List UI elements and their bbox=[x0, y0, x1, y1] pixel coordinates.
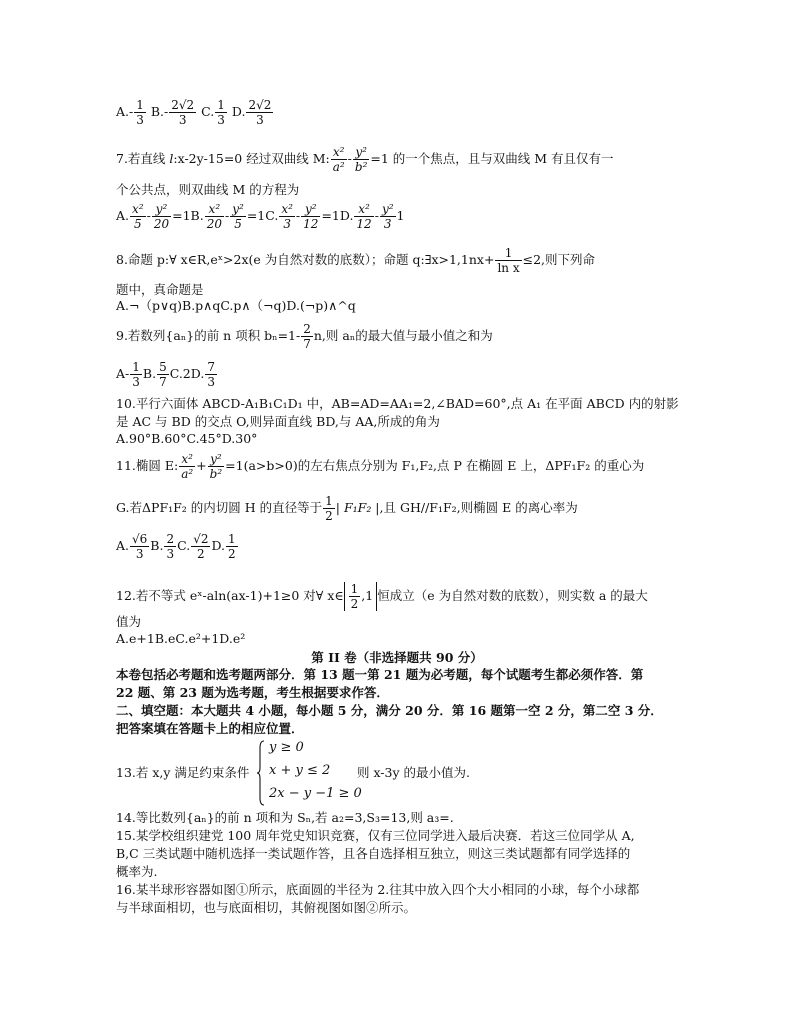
q14-stem: 14.等比数列{aₙ}的前 n 项和为 Sₙ,若 a₂=3,S₃=13,则 a₃=. bbox=[116, 810, 454, 825]
q13-tail: 则 x-3y 的最小值为. bbox=[357, 765, 470, 780]
fraction: $\frac{√6}{3}$ bbox=[132, 532, 148, 561]
constraint-2: x + y ≤ 2 bbox=[269, 763, 331, 778]
fraction: $\frac{\text{y²}}{20}$ bbox=[153, 202, 170, 231]
q12-options: A.e+1B.eC.e²+1D.e² bbox=[116, 631, 246, 646]
q10-stem-line1: 10.平行六面体 ABCD-A₁B₁C₁D₁ 中，AB=AD=AA₁=2,∠BAD=60°,点 A₁ 在平面 ABCD 内的射影 bbox=[116, 396, 679, 411]
fraction: $\frac{1}{2}$ bbox=[350, 582, 359, 611]
q12-stem-line2: 值为 bbox=[116, 614, 142, 629]
q11-options: A. $\frac{√6}{3}$ B. $\frac{2}{3}$ C. $\frac{√2}{2}$ D. $\frac{1}{2}$ bbox=[116, 532, 236, 561]
fraction: $\frac{\text{x²}}{20}$ bbox=[206, 202, 222, 231]
fraction: $\frac{1}{\text{ln x}}$ bbox=[497, 246, 520, 275]
fraction: $\frac{1}{2}$ bbox=[325, 494, 333, 523]
fraction: $\frac{\text{x²}}{3}$ bbox=[281, 202, 293, 231]
fraction: $\frac{2√2}{3}$ bbox=[248, 98, 272, 127]
fraction: $\frac{\text{y²}}{\text{b²}}$ bbox=[354, 145, 368, 174]
interval-bracket: $\frac{1}{2}$ ,1 bbox=[344, 582, 378, 611]
fraction: $\frac{1}{3}$ bbox=[132, 360, 140, 389]
fraction: $\frac{\text{y²}}{3}$ bbox=[381, 202, 394, 231]
q7-stem-line1: 7.若直线 l:x-2y-15=0 经过双曲线 M: $\frac{\text{x²}}{\text{a²}}$ - $\frac{\text{y²}}{\text{b²}}$ =1 的一个焦点，且与双曲线 M 有且仅有一 bbox=[116, 145, 614, 174]
q7-stem-line2: 个公共点，则双曲线 M 的方程为 bbox=[116, 182, 300, 197]
q15-stem-line1: 15.某学校组织建党 100 周年党史知识竞赛，仅有三位同学进入最后决赛．若这三位同学从 A, bbox=[116, 828, 635, 843]
fraction: $\frac{\text{y²}}{\text{b²}}$ bbox=[209, 452, 223, 481]
fraction: $\frac{\text{x²}}{5}$ bbox=[132, 202, 144, 231]
q9-options: A- $\frac{1}{3}$ B. $\frac{5}{7}$ C.2D. $\frac{7}{3}$ bbox=[116, 360, 215, 389]
q13-lead: 13.若 x,y 满足约束条件 bbox=[116, 765, 250, 780]
left-brace-icon bbox=[257, 740, 265, 806]
constraint-3: 2x − y −1 ≥ 0 bbox=[269, 786, 362, 801]
q8-options: A.¬（p∨q)B.p∧qC.p∧（¬q)D.(¬p)∧^q bbox=[116, 298, 356, 313]
q12-stem-line1: 12.若不等式 eˣ-aln(ax-1)+1≥0 对∀ x∈ $\frac{1}{2}$ ,1 恒成立（e 为自然对数的底数），则实数 a 的最大 bbox=[116, 582, 648, 611]
fraction: $\frac{7}{3}$ bbox=[207, 360, 215, 389]
part2-intro-line2: 22 题、第 23 题为选考题，考生根据要求作答． bbox=[116, 685, 389, 700]
fraction: $\frac{1}{3}$ bbox=[136, 98, 144, 127]
fraction: $\frac{\text{x²}}{\text{a²}}$ bbox=[181, 452, 194, 481]
q16-stem-line2: 与半球面相切，也与底面相切，其俯视图如图②所示。 bbox=[116, 900, 417, 915]
part2-title: 第 II 卷（非选择题共 90 分） bbox=[311, 650, 483, 665]
q11-stem-line1: 11.椭圆 E: $\frac{\text{x²}}{\text{a²}}$ + $\frac{\text{y²}}{\text{b²}}$ =1(a>b>0)的左右焦点分别为 F₁,F₂,点 P 在椭圆 E 上，ΔPF₁F₂ 的重心为 bbox=[116, 452, 645, 481]
q15-stem-line3: 概率为. bbox=[116, 864, 158, 879]
q16-stem-line1: 16.某半球形容器如图①所示，底面圆的半径为 2.往其中放入四个大小相同的小球，每个小球都 bbox=[116, 882, 640, 897]
q6-options: A.- $\frac{1}{3}$ B.- $\frac{2√2}{3}$ C. $\frac{1}{3}$ D. $\frac{2√2}{3}$ bbox=[116, 98, 272, 127]
part2-intro-line1: 本卷包括必考题和选考题两部分．第 13 题一第 21 题为必考题，每个试题考生都必须作答．第 bbox=[116, 667, 644, 682]
fraction: $\frac{2}{7}$ bbox=[303, 322, 311, 351]
fraction: $\frac{\text{y²}}{12}$ bbox=[303, 202, 319, 231]
fraction: $\frac{\text{x²}}{\text{a²}}$ bbox=[332, 145, 345, 174]
q11-stem-line2: G.若ΔPF₁F₂ 的内切圆 H 的直径等于 $\frac{1}{2}$ | F₁F₂ |,且 GH//F₁F₂,则椭圆 E 的离心率为 bbox=[116, 494, 578, 523]
q8-stem-line1: 8.命题 p:∀ x∈R,eˣ>2x(e 为自然对数的底数）；命题 q:∃x>1,1nx+ $\frac{1}{\text{ln x}}$ ≤2,则下列命 bbox=[116, 246, 595, 275]
q8-stem-line2: 题中，真命题是 bbox=[116, 282, 204, 297]
fraction: $\frac{\text{x²}}{12}$ bbox=[356, 202, 372, 231]
q10-stem-line2: 是 AC 与 BD 的交点 O,则异面直线 BD,与 AA,所成的角为 bbox=[116, 414, 440, 429]
fraction: $\frac{\text{y²}}{5}$ bbox=[232, 202, 244, 231]
fraction: $\frac{2√2}{3}$ bbox=[171, 98, 195, 127]
section-fill-blank-line1: 二、填空题：本大题共 4 小题，每小题 5 分，满分 20 分．第 16 题第一空 2 分，第二空 3 分． bbox=[116, 703, 663, 718]
section-fill-blank-line2: 把答案填在答题卡上的相应位置． bbox=[116, 721, 304, 736]
q7-options: A. $\frac{\text{x²}}{5}$ - $\frac{\text{y²}}{20}$ =1B. $\frac{\text{x²}}{20}$ - $\frac{\text{y²}}{5}$ =1C. $\frac{\text{x²}}{3}$ - $\frac{\text{y²}}{12}$ =1D. $\frac{\text{x²}}{12}$ - $\frac{\text{y²}}{3}$ 1 bbox=[116, 202, 405, 231]
fraction: $\frac{2}{3}$ bbox=[166, 532, 175, 561]
q15-stem-line2: B,C 三类试题中随机选择一类试题作答，且各自选择相互独立，则这三类试题都有同学选择的 bbox=[116, 846, 631, 861]
constraint-1: y ≥ 0 bbox=[269, 740, 304, 755]
fraction: $\frac{√2}{2}$ bbox=[193, 532, 209, 561]
fraction: $\frac{1}{3}$ bbox=[217, 98, 225, 127]
q10-options: A.90°B.60°C.45°D.30° bbox=[116, 431, 258, 446]
fraction: $\frac{1}{2}$ bbox=[228, 532, 236, 561]
q9-stem: 9.若数列{aₙ}的前 n 项积 bₙ=1- $\frac{2}{7}$ n,则 aₙ的最大值与最小值之和为 bbox=[116, 322, 493, 351]
fraction: $\frac{5}{7}$ bbox=[159, 360, 167, 389]
